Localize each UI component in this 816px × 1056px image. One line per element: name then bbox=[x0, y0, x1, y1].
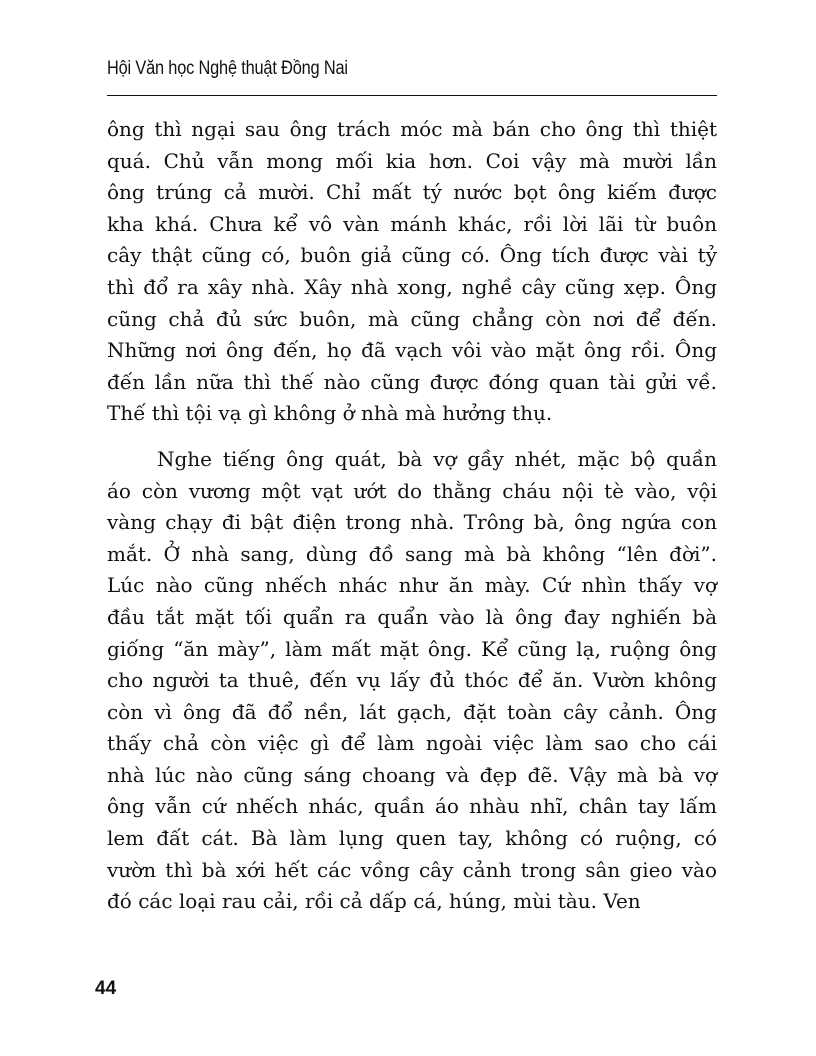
text-line: nhà lúc nào cũng sáng choang và đẹp đẽ. Vậy mà bà vợ bbox=[107, 762, 717, 787]
text-line: cây thật cũng có, buôn giả cũng có. Ông tích được vài tỷ bbox=[107, 243, 717, 268]
text-line: cho người ta thuê, đến vụ lấy đủ thóc để ăn. Vườn không bbox=[107, 668, 717, 693]
text-line: Lúc nào cũng nhếch nhác như ăn mày. Cứ nhìn thấy vợ bbox=[107, 573, 717, 598]
text-line: vàng chạy đi bật điện trong nhà. Trông bà, ông ngứa con bbox=[107, 510, 717, 535]
text-line: Thế thì tội vạ gì không ở nhà mà hưởng thụ. bbox=[107, 401, 553, 426]
header-title: Hội Văn học Nghệ thuật Đồng Nai bbox=[107, 58, 348, 79]
text-line: vườn thì bà xới hết các vồng cây cảnh trong sân gieo vào bbox=[107, 857, 717, 882]
paragraph-gap bbox=[107, 430, 717, 444]
text-line: ông trúng cả mười. Chỉ mất tý nước bọt ông kiếm được bbox=[107, 180, 717, 205]
text-line: ông vẫn cứ nhếch nhác, quần áo nhàu nhĩ, chân tay lấm bbox=[107, 794, 717, 819]
header-divider bbox=[107, 95, 717, 96]
running-header bbox=[107, 58, 717, 80]
text-line: cũng chả đủ sức buôn, mà cũng chẳng còn nơi để đến. bbox=[107, 306, 717, 331]
text-line: thấy chả còn việc gì để làm ngoài việc làm sao cho cái bbox=[107, 731, 717, 756]
text-line: đầu tắt mặt tối quẩn ra quẩn vào là ông đay nghiến bà bbox=[107, 604, 717, 629]
text-line: kha khá. Chưa kể vô vàn mánh khác, rồi lời lãi từ buôn bbox=[107, 211, 717, 236]
text-line: lem đất cát. Bà làm lụng quen tay, không có ruộng, có bbox=[107, 826, 717, 851]
text-line: giống “ăn mày”, làm mất mặt ông. Kể cũng lạ, ruộng ông bbox=[107, 636, 717, 661]
paragraph-2 bbox=[107, 444, 717, 918]
text-line: mắt. Ở nhà sang, dùng đồ sang mà bà không “lên đời”. bbox=[107, 541, 717, 566]
paragraph-1 bbox=[107, 114, 717, 430]
text-line: Nghe tiếng ông quát, bà vợ gầy nhét, mặc bộ quần bbox=[157, 446, 717, 471]
text-line: còn vì ông đã đổ nền, lát gạch, đặt toàn cây cảnh. Ông bbox=[107, 699, 717, 724]
text-line: thì đổ ra xây nhà. Xây nhà xong, nghề cây cũng xẹp. Ông bbox=[107, 274, 717, 299]
text-line: quá. Chủ vẫn mong mối kia hơn. Coi vậy mà mười lần bbox=[107, 148, 717, 173]
text-line: Những nơi ông đến, họ đã vạch vôi vào mặt ông rồi. Ông bbox=[107, 338, 717, 363]
text-line: đến lần nữa thì thế nào cũng được đóng quan tài gửi về. bbox=[107, 369, 717, 394]
page-number: 44 bbox=[95, 978, 117, 999]
text-line: đó các loại rau cải, rồi cả dấp cá, húng, mùi tàu. Ven bbox=[107, 889, 641, 914]
body-text bbox=[107, 114, 717, 918]
text-line: áo còn vương một vạt ướt do thằng cháu nội tè vào, vội bbox=[107, 478, 717, 503]
text-line: ông thì ngại sau ông trách móc mà bán cho ông thì thiệt bbox=[107, 117, 717, 141]
